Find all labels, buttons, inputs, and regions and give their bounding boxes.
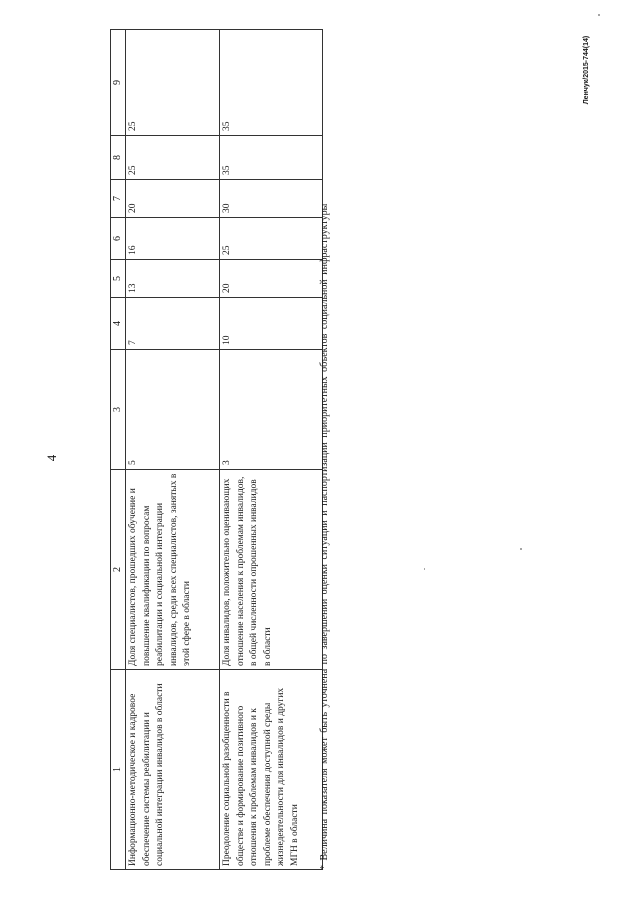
header-cell: 7 (111, 180, 126, 218)
footnote: * Величина показателя может быть уточнена по завершении оценки ситуации и паспортизации приоритетных объектов социальной инфраструктуры (319, 203, 330, 870)
header-cell: 5 (111, 260, 126, 298)
value-cell: 16 (126, 218, 220, 260)
value-cell: 10 (220, 298, 323, 350)
task-description: Преодоление социальной разобщенности в обществе и формирование позитивного отношения к проблемам инвалидов и к проблеме обеспечения доступной среды жизнедеятельности для инвалидов и других МГН в области (220, 670, 323, 870)
table-row (126, 30, 220, 870)
header-cell: 8 (111, 136, 126, 180)
indicator-description: Доля инвалидов, положительно оценивающих отношение населения к проблемам инвалидов, в общей численности опрошенных инвалидов в области (220, 470, 323, 670)
value-cell: 3 (220, 350, 323, 470)
header-cell: 6 (111, 218, 126, 260)
value-cell: 20 (220, 260, 323, 298)
table-row (220, 30, 323, 870)
indicator-description: Доля специалистов, прошедших обучение и повышение квалификации по вопросам реабилитации и социальной интеграции инвалидов, среди всех специалистов, занятых в этой сфере в области (126, 470, 220, 670)
page-number: 4 (44, 454, 59, 462)
table-header-row (111, 30, 126, 870)
value-cell: 7 (126, 298, 220, 350)
indicator-table-container (110, 30, 320, 870)
header-cell: 4 (111, 298, 126, 350)
value-cell: 35 (220, 136, 323, 180)
value-cell: 25 (220, 218, 323, 260)
task-description: Информационно-методическое и кадровое обеспечение системы реабилитации и социальной интеграции инвалидов в области (126, 670, 220, 870)
value-cell: 25 (126, 30, 220, 136)
scan-speck (520, 548, 522, 550)
scan-speck (598, 14, 600, 16)
header-cell: 2 (111, 470, 126, 670)
value-cell: 5 (126, 350, 220, 470)
value-cell: 25 (126, 136, 220, 180)
header-cell: 9 (111, 30, 126, 136)
header-cell: 1 (111, 670, 126, 870)
scan-speck (424, 568, 425, 570)
indicator-table (110, 29, 323, 870)
value-cell: 35 (220, 30, 323, 136)
header-cell: 3 (111, 350, 126, 470)
value-cell: 13 (126, 260, 220, 298)
footer-code: Ленчук/2015-744(14) (583, 35, 590, 105)
value-cell: 20 (126, 180, 220, 218)
value-cell: 30 (220, 180, 323, 218)
